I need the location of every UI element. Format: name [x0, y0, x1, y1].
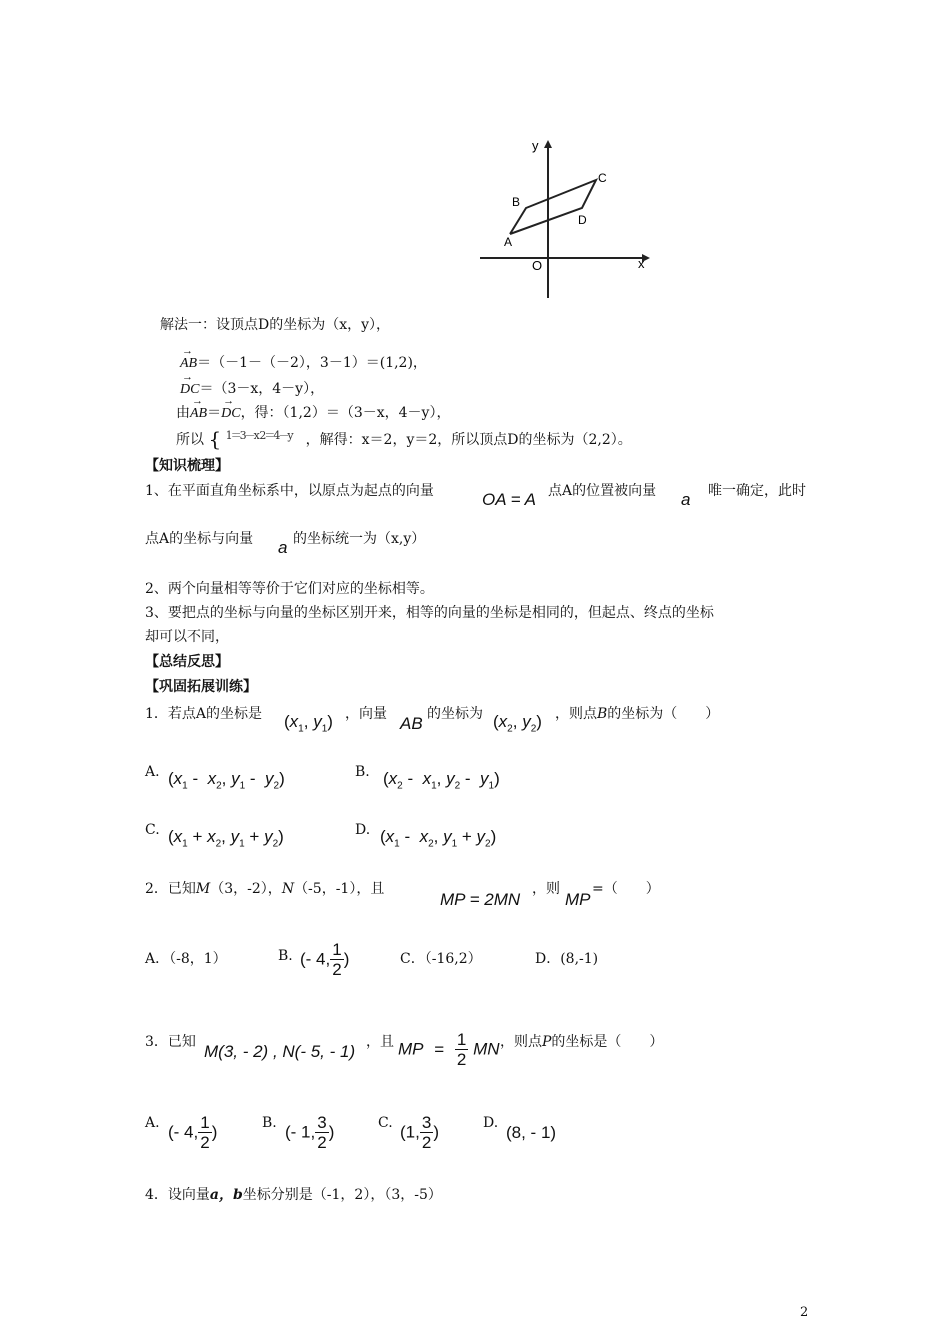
q2-tail: =（ ）: [592, 881, 660, 897]
q3-option-d[interactable]: (8, - 1): [506, 1123, 557, 1142]
get-text: ，得：（1,2）＝（3－x，4－y），: [240, 405, 451, 421]
knowledge-p1-text-e: 的坐标统一为（x,y）: [293, 531, 426, 547]
q1-option-b-label: B.: [355, 764, 370, 780]
label-c: C: [598, 171, 607, 185]
q3-opt-b-text: (- 1,: [285, 1122, 316, 1142]
vector-ab: → AB: [180, 356, 197, 372]
q2-mp: [565, 890, 591, 910]
q2-opt-b-frac: [330, 940, 343, 979]
q4-stem: [145, 1184, 442, 1204]
knowledge-p1-text-d: 点A的坐标与向量: [145, 531, 254, 547]
solution-line-ab: [180, 352, 427, 372]
q3-option-a-label: A.: [145, 1115, 160, 1131]
q2-option-b[interactable]: (- 4, $\frac{1}{2}$ ): [300, 940, 350, 979]
q3-mn: MN: [473, 1039, 500, 1059]
q2-option-a[interactable]: A．（-8，1）: [145, 951, 227, 967]
q3-opt-b-frac: [315, 1113, 328, 1152]
solution-line-eq: [176, 402, 450, 422]
q3-c-den: 2: [421, 1133, 432, 1152]
q1-stem-d: [555, 703, 719, 723]
dc-equation: ＝（3－x，4－y），: [199, 381, 325, 397]
knowledge-p3-line2: 却可以不同，: [145, 629, 229, 645]
system-equations: 1＝3－x 2＝4－y: [225, 429, 292, 442]
solution-line-1: 解法一：设顶点D的坐标为（x，y），: [160, 317, 391, 333]
q2-m: M: [195, 881, 211, 897]
label-d: D: [578, 213, 587, 227]
knowledge-p1-text-c: 唯一确定，此时: [708, 483, 806, 499]
q3-stem-c: [500, 1031, 663, 1051]
knowledge-p1-text-b: 点A的位置被向量: [548, 483, 657, 499]
q3-den: 2: [456, 1050, 467, 1069]
q3-a-num: 1: [200, 1113, 210, 1132]
equals-sign: ＝: [207, 405, 222, 421]
q3-b-den: 2: [317, 1133, 327, 1152]
q2-frac-num: 1: [332, 940, 342, 959]
label-b: B: [512, 195, 521, 209]
knowledge-p2: 2、两个向量相等等价于它们对应的坐标相等。: [145, 581, 434, 597]
q1-stem-f: 的坐标为（ ）: [607, 706, 720, 722]
q3-points: [204, 1042, 355, 1062]
q3-option-b-label: B.: [262, 1115, 277, 1131]
vector-dc: → DC: [180, 382, 199, 398]
q1-option-c[interactable]: ($x_1 + x_2$, $y_1 + y_2$): [168, 827, 284, 850]
q3-stem-d: 的坐标是（ ）: [551, 1034, 664, 1050]
vector-dc-2: → DC: [221, 406, 240, 422]
oa-math: OA = A: [482, 490, 537, 509]
brace: {: [208, 427, 222, 451]
q3-eq: =: [434, 1039, 445, 1059]
by-word: 由: [176, 405, 190, 421]
q2-then: ，则: [532, 881, 560, 897]
q4-stem-b: 坐标分别是（-1，2），（3，-5）: [242, 1187, 442, 1203]
knowledge-p1-line1: [145, 480, 434, 500]
q3-stem-c-text: ，则点: [500, 1034, 542, 1050]
q1-option-a[interactable]: ($x_1 - x_2$, $y_1 - y_2$): [168, 769, 285, 792]
page-number: 2: [800, 1305, 809, 1320]
label-o: O: [532, 258, 543, 273]
q3-stem-a: 3．已知: [145, 1034, 196, 1050]
q3-pts: M(3, - 2) , N(- 5, - 1): [204, 1042, 356, 1061]
vector-a-symbol: [681, 490, 690, 510]
q3-mp: MP: [398, 1039, 424, 1059]
q2-option-c[interactable]: C．（-16,2）: [400, 951, 482, 967]
q1-option-d-label: D.: [355, 822, 371, 838]
knowledge-heading: 【知识梳理】: [145, 458, 229, 474]
parallelogram-figure: [470, 130, 660, 305]
knowledge-p1-text-a: 1、在平面直角坐标系中，以原点为起点的向量: [145, 483, 434, 499]
q3-stem-b: ，且: [366, 1034, 394, 1050]
vector-ab-2: → AB: [190, 406, 207, 422]
q4-ab: a，b: [209, 1187, 243, 1203]
so-word: 所以: [176, 432, 204, 448]
summary-heading: 【总结反思】: [145, 654, 229, 670]
q2-n-coord: （-5，-1），且: [294, 881, 385, 897]
practice-heading: 【巩固拓展训练】: [145, 679, 257, 695]
label-a: A: [504, 235, 513, 249]
q3-half: [455, 1030, 468, 1069]
q3-c-num: 3: [421, 1113, 432, 1132]
q3-p: P: [542, 1034, 552, 1050]
q1-stem-d-text: ，则点: [555, 706, 597, 722]
q2-m-coord: （3，-2），: [210, 881, 282, 897]
ab-equation: ＝（－1－（－2），3－1）＝(1,2)，: [197, 355, 427, 371]
q1-option-a-label: A.: [145, 764, 160, 780]
q3-b-num: 3: [317, 1113, 327, 1132]
q1-point-b: B: [597, 706, 608, 722]
q1-stem: [145, 703, 262, 723]
q3-equation: [398, 1030, 500, 1069]
q4-stem-a: 4．设向量: [145, 1187, 210, 1203]
q1-option-b[interactable]: ($x_2 - x_1$, $y_2 - y_1$): [383, 769, 500, 792]
q3-option-c-label: C.: [378, 1115, 393, 1131]
q2-n: N: [281, 881, 295, 897]
q3-option-d-label: D.: [483, 1115, 499, 1131]
q2-option-d[interactable]: D．(8,-1): [535, 951, 599, 967]
q1-stem-c: 的坐标为: [427, 706, 483, 722]
q2-frac-den: 2: [332, 960, 342, 979]
q3-a-den: 2: [200, 1133, 210, 1152]
q2-option-b-label: B.: [278, 948, 293, 964]
q2-stem: [145, 878, 384, 898]
q2-opt-b-text: (- 4,: [300, 949, 331, 969]
q1-point-a: ($x_1$, $y_1$): [284, 712, 333, 735]
label-x: x: [638, 256, 645, 271]
q1-vector-ab: [400, 714, 423, 734]
q3-num: 1: [456, 1030, 467, 1049]
q3-opt-c-frac: [420, 1113, 433, 1152]
q3-opt-a-text: (- 4,: [168, 1122, 199, 1142]
q2-condition: [440, 890, 520, 910]
q1-option-c-label: C.: [145, 822, 160, 838]
solution-line-system: [176, 427, 632, 451]
q2-mp-text: MP: [565, 890, 591, 909]
q3-option-a[interactable]: (- 4, $\frac{1}{2}$ ): [168, 1113, 218, 1152]
vector-a-symbol-2: [278, 538, 287, 558]
result-text: ，解得：x＝2，y＝2，所以顶点D的坐标为（2,2）。: [305, 432, 632, 448]
q3-opt-a-frac: [198, 1113, 211, 1152]
q2-stem-a: 2．已知: [145, 881, 196, 897]
label-y: y: [532, 138, 539, 153]
q1-stem-b: ，向量: [345, 706, 387, 722]
q1-vector-coord: ($x_2$, $y_2$): [493, 712, 542, 735]
y-axis-arrow: [544, 140, 552, 148]
a-sym-2: a: [278, 538, 288, 557]
oa-equals-a: [482, 490, 536, 510]
q1-option-d[interactable]: ($x_1 - x_2$, $y_1 + y_2$): [380, 827, 497, 850]
knowledge-p3-line1: 3、要把点的坐标与向量的坐标区别开来，相等的向量的坐标是相同的，但起点、终点的坐标: [145, 605, 714, 621]
q2-cond: MP = 2MN: [440, 890, 521, 909]
q3-option-c[interactable]: (1, $\frac{3}{2}$ ): [400, 1113, 439, 1152]
q3-option-b[interactable]: (- 1, $\frac{3}{2}$ ): [285, 1113, 335, 1152]
q3-opt-c-text: (1,: [400, 1122, 420, 1142]
q1-ab: AB: [400, 714, 423, 733]
a-sym: a: [681, 490, 691, 509]
q1-stem-a: 1．若点A的坐标是: [145, 706, 263, 722]
